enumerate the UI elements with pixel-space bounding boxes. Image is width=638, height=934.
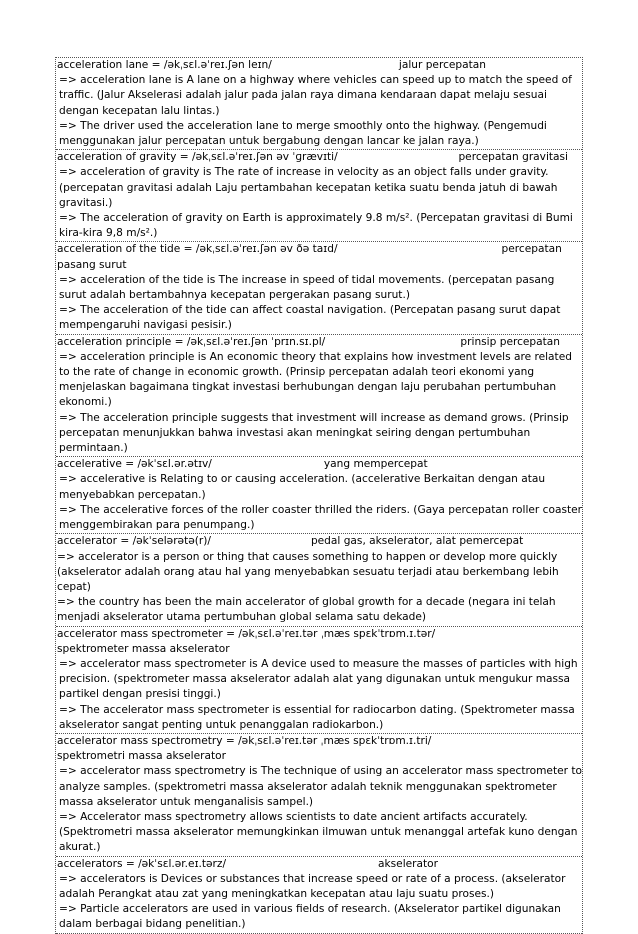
definition: => accelerator mass spectrometer is A device used to measure the masses of particles with high precision. (spektrometer massa akselerator adalah alat yang digunakan untuk mengukur massa partikel dengan presisi tinggi.) — [59, 657, 578, 701]
glossary-entry — [56, 335, 582, 458]
glossary-entry — [56, 150, 582, 242]
example: => Particle accelerators are used in various fields of research. (Akselerator partikel digunakan dalam berbagai bidang penelitian.) — [59, 903, 561, 931]
translation: akselerator — [378, 857, 438, 870]
example: => The accelerative forces of the roller coaster thrilled the riders. (Gaya percepatan roller coaster menggembirakan para penumpang.) — [59, 503, 582, 532]
example: => The driver used the acceleration lane to merge smoothly onto the highway. (Pengemudi menggunakan jalur percepatan untuk bergabung dengan lancar ke jalan raya.) — [59, 119, 547, 148]
example: => The acceleration of the tide can affect coastal navigation. (Percepatan pasang surut dapat mempengaruhi navigasi pesisir.) — [59, 304, 561, 332]
example: => The acceleration principle suggests that investment will increase as demand grows. (Prinsip percepatan menunjukkan bahwa investasi akan meningkat seiring dengan pertumbuhan permintaan.) — [59, 411, 569, 455]
translation: spektrometri massa akselerator — [57, 750, 226, 763]
entry-header — [57, 335, 582, 350]
translation: prinsip percepatan — [460, 335, 560, 348]
definition: => accelerators is Devices or substances that increase speed or rate of a process. (akselerator adalah Perangkat atau zat yang meningkatkan kecepatan atau laju suatu proses.) — [59, 872, 566, 900]
entry-header — [57, 58, 582, 73]
glossary-entry — [56, 534, 582, 626]
example: => the country has been the main accelerator of global growth for a decade (negara ini telah menjadi akselerator utama pertumbuhan global selama satu dekade) — [57, 596, 556, 624]
definition: => acceleration of the tide is The increase in speed of tidal movements. (percepatan pasang surut adalah bertambahnya kecepatan pergerakan pasang surut.) — [59, 273, 555, 302]
definition: => acceleration principle is An economic theory that explains how investment levels are related to the rate of change in economic growth. (Prinsip percepatan adalah teori ekonomi yang menjelaskan bagaimana tingkat investasi berhubungan dengan laju perubahan pertumbuhan ekonomi.) — [59, 350, 572, 409]
definition: => accelerator is a person or thing that causes something to happen or develop more quickly (akselerator adalah orang atau hal yang menyebabkan sesuatu terjadi atau berkembang lebih cepat) — [57, 550, 559, 593]
headword: acceleration of the tide = /əkˌsɛl.əˈreɪ.ʃən əv ðə taɪd/ — [57, 243, 338, 256]
entry-header — [57, 857, 582, 872]
translation: percepatan gravitasi — [458, 151, 568, 164]
headword: acceleration principle = /əkˌsɛl.əˈreɪ.ʃən ˈprɪn.sɪ.pl/ — [57, 335, 326, 348]
glossary-sheet — [55, 57, 583, 934]
translation: yang mempercepat — [323, 458, 428, 471]
glossary-entry — [56, 457, 582, 534]
definition: => accelerative is Relating to or causing acceleration. (accelerative Berkaitan dengan atau menyebabkan percepatan.) — [59, 473, 546, 501]
translation: jalur percepatan — [398, 59, 486, 71]
entry-header — [57, 150, 582, 165]
headword: acceleration lane = /əkˌsɛl.əˈreɪ.ʃən leɪn/ — [57, 59, 272, 71]
glossary-entry — [56, 857, 582, 934]
example: => The acceleration of gravity on Earth is approximately 9.8 m/s². (Percepatan gravitasi di Bumi kira-kira 9,8 m/s².) — [59, 212, 573, 240]
translation: pedal gas, akselerator, alat pemercepat — [310, 535, 524, 548]
definition: => acceleration lane is A lane on a highway where vehicles can speed up to match the speed of traffic. (Jalur Akselerasi adalah jalur pada jalan raya dimana kendaraan dapat melaju sesuai dengan kecepatan lalu lintas.) — [59, 74, 572, 117]
headword: accelerative = /əkˈsɛl.ər.ətɪv/ — [57, 458, 212, 471]
example: => The accelerator mass spectrometer is essential for radiocarbon dating. (Spektrometer massa akselerator sangat penting untuk penanggalan radiokarbon.) — [59, 703, 575, 731]
entry-header — [57, 242, 582, 272]
glossary-entry — [56, 734, 582, 857]
example: => Accelerator mass spectrometry allows scientists to date ancient artifacts accurately. (Spektrometri massa akselerator memungkinkan ilmuwan untuk menanggal artefak kuno dengan akurat.) — [59, 810, 578, 854]
definition: => accelerator mass spectrometry is The technique of using an accelerator mass spectrometer to analyze samples. (spektrometri massa akselerator adalah teknik menggunakan spektrometer massa akselerator untuk menganalisis sampel.) — [59, 765, 582, 808]
headword: accelerators = /əkˈsɛl.ər.eɪ.tərz/ — [57, 857, 227, 870]
translation: spektrometer massa akselerator — [57, 642, 230, 655]
glossary-entry — [56, 58, 582, 150]
entry-header — [57, 534, 582, 549]
entry-header-term: accelerator mass spectrometer = /əkˌsɛl.əˈreɪ.tər ˌmæs spɛkˈtrɒm.ɪ.tər/ — [57, 627, 436, 640]
glossary-entry — [56, 242, 582, 334]
headword: acceleration of gravity = /əkˌsɛl.əˈreɪ.ʃən əv ˈɡrævɪti/ — [57, 151, 338, 164]
glossary-entry — [56, 627, 582, 734]
entry-header — [57, 457, 582, 472]
definition: => acceleration of gravity is The rate of increase in velocity as an object falls under gravity. (percepatan gravitasi adalah Laju pertambahan kecepatan ketika suatu benda jatuh di bawah gravitasi.) — [59, 166, 558, 209]
translation: percepatan pasang surut — [57, 243, 562, 271]
headword: accelerator = /əkˈselərətə(r)/ — [57, 535, 211, 548]
entry-header-term: accelerator mass spectrometry = /əkˌsɛl.əˈreɪ.tər ˌmæs spɛkˈtrɒm.ɪ.tri/ — [57, 734, 432, 747]
